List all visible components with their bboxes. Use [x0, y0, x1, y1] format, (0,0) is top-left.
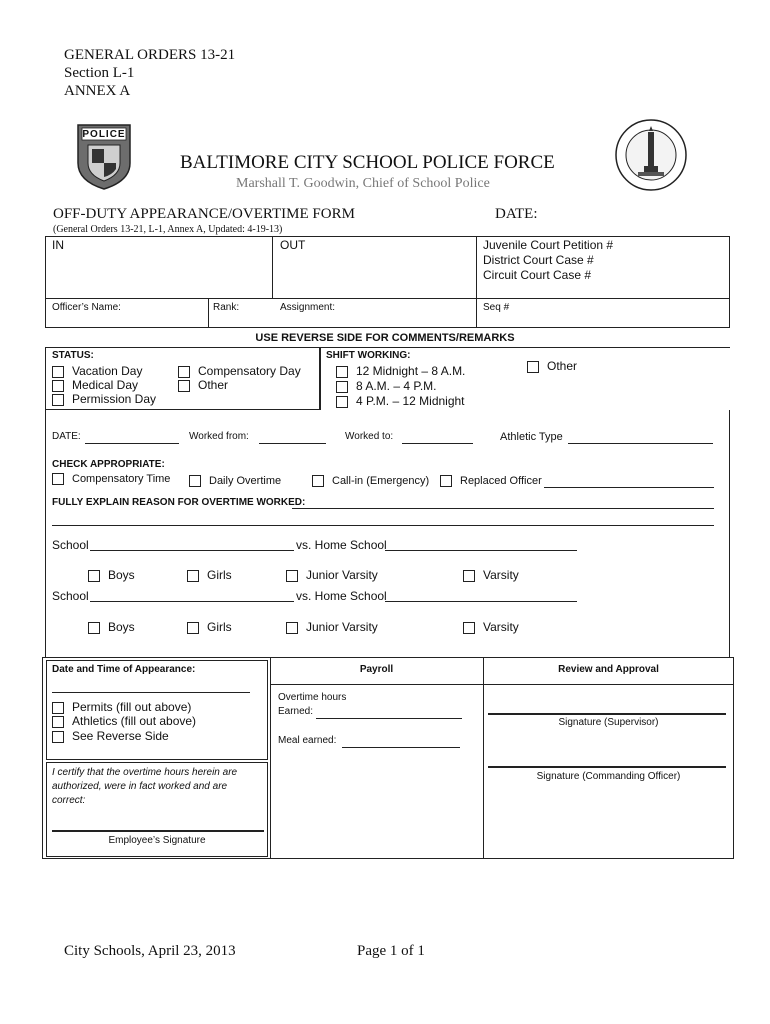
status-medical-day[interactable]: Medical Day — [52, 378, 138, 392]
commanding-officer-signature-line[interactable] — [488, 766, 726, 768]
earned-label: Earned: — [278, 706, 314, 717]
section-line: Section L-1 — [64, 65, 135, 81]
boys-option-1[interactable]: Boys — [88, 568, 135, 582]
check-call-in[interactable]: Call-in (Emergency) — [312, 475, 429, 487]
home-school-label-2: vs. Home School — [296, 589, 387, 603]
status-label: STATUS: — [52, 350, 94, 361]
date-header-label: DATE: — [495, 206, 538, 222]
officer-name-label: Officer’s Name: — [52, 302, 121, 313]
varsity-option-2[interactable]: Varsity — [463, 620, 519, 634]
replaced-officer-field[interactable] — [544, 475, 714, 488]
jv-checkbox-1[interactable] — [286, 570, 298, 582]
explain-line-2[interactable] — [52, 525, 714, 526]
annex-line: ANNEX A — [64, 83, 131, 99]
shift-8am-4pm[interactable]: 8 A.M. – 4 P.M. — [336, 379, 436, 393]
permits-option[interactable]: Permits (fill out above) — [52, 700, 191, 714]
city-seal-logo — [614, 118, 688, 197]
girls-checkbox-2[interactable] — [187, 622, 199, 634]
girls-checkbox-1[interactable] — [187, 570, 199, 582]
certify-statement: I certify that the overtime hours herein are authorized, were in fact worked and are correct: — [52, 767, 238, 806]
explain-line-1[interactable] — [292, 508, 714, 509]
organization-title: BALTIMORE CITY SCHOOL POLICE FORCE — [180, 152, 555, 173]
check-appropriate-label: CHECK APPROPRIATE: — [52, 459, 165, 470]
employee-signature-line[interactable] — [52, 830, 264, 832]
explain-reason-label: FULLY EXPLAIN REASON FOR OVERTIME WORKED: — [52, 497, 306, 508]
boys-checkbox-2[interactable] — [88, 622, 100, 634]
footer-page-number: Page 1 of 1 — [357, 943, 425, 959]
footer-date: City Schools, April 23, 2013 — [64, 943, 236, 959]
jv-option-1[interactable]: Junior Varsity — [286, 568, 378, 582]
badge-text: POLICE — [82, 129, 126, 140]
status-other-checkbox[interactable] — [178, 380, 190, 392]
boys-checkbox-1[interactable] — [88, 570, 100, 582]
daily-overtime-checkbox[interactable] — [189, 475, 201, 487]
overtime-details-section — [45, 410, 730, 658]
police-badge-logo — [76, 123, 132, 191]
athletics-option[interactable]: Athletics (fill out above) — [52, 714, 196, 728]
employee-signature-label: Employee’s Signature — [108, 835, 206, 846]
circuit-court-label: Circuit Court Case # — [483, 268, 592, 282]
shift-midnight-8am[interactable]: 12 Midnight – 8 A.M. — [336, 364, 465, 378]
shift-other[interactable]: Other — [527, 359, 577, 373]
check-replaced-officer[interactable]: Replaced Officer — [440, 475, 542, 487]
shift-working-label: SHIFT WORKING: — [326, 350, 411, 361]
status-other[interactable]: Other — [178, 378, 228, 392]
date-time-field[interactable] — [52, 692, 250, 693]
supervisor-signature-line[interactable] — [488, 713, 726, 715]
permission-day-checkbox[interactable] — [52, 394, 64, 406]
form-title: OFF-DUTY APPEARANCE/OVERTIME FORM — [53, 206, 355, 222]
top-info-table — [45, 236, 730, 328]
rank-label: Rank: — [213, 302, 240, 313]
home-school-label-1: vs. Home School — [296, 538, 387, 552]
boys-option-2[interactable]: Boys — [88, 620, 135, 634]
status-permission-day[interactable]: Permission Day — [52, 392, 156, 406]
date-row — [52, 431, 722, 447]
seq-label: Seq # — [483, 302, 510, 313]
compensatory-time-checkbox[interactable] — [52, 473, 64, 485]
out-label: OUT — [280, 238, 306, 252]
jv-option-2[interactable]: Junior Varsity — [286, 620, 378, 634]
worked-to-label: Worked to: — [345, 431, 394, 442]
shift-8am-4pm-checkbox[interactable] — [336, 381, 348, 393]
worked-from-field[interactable] — [259, 431, 326, 444]
worked-from-label: Worked from: — [189, 431, 249, 442]
vacation-day-checkbox[interactable] — [52, 366, 64, 378]
payroll-heading: Payroll — [359, 664, 394, 675]
home-school-field-2[interactable] — [385, 589, 577, 602]
school-field-2[interactable] — [90, 589, 294, 602]
replaced-officer-checkbox[interactable] — [440, 475, 452, 487]
school-field-1[interactable] — [90, 538, 294, 551]
school-label-1: School — [52, 538, 89, 552]
date-field-label: DATE: — [52, 431, 81, 442]
reverse-side-note: USE REVERSE SIDE FOR COMMENTS/REMARKS — [255, 332, 515, 344]
varsity-checkbox-2[interactable] — [463, 622, 475, 634]
general-orders-line: GENERAL ORDERS 13-21 — [64, 47, 236, 63]
check-compensatory-time[interactable]: Compensatory Time — [52, 473, 170, 485]
girls-option-2[interactable]: Girls — [187, 620, 232, 634]
supervisor-signature-label: Signature (Supervisor) — [558, 717, 659, 728]
athletics-checkbox[interactable] — [52, 716, 64, 728]
review-approval-heading: Review and Approval — [558, 664, 659, 675]
athletic-type-label: Athletic Type — [500, 431, 563, 443]
worked-to-field[interactable] — [402, 431, 473, 444]
see-reverse-option[interactable]: See Reverse Side — [52, 729, 169, 743]
in-label: IN — [52, 238, 64, 252]
permits-checkbox[interactable] — [52, 702, 64, 714]
juvenile-court-label: Juvenile Court Petition # — [483, 238, 614, 252]
meal-earned-label: Meal earned: — [278, 735, 337, 746]
date-field[interactable] — [85, 431, 179, 444]
shift-midnight-8am-checkbox[interactable] — [336, 366, 348, 378]
check-daily-overtime[interactable]: Daily Overtime — [189, 475, 281, 487]
form-subtitle: (General Orders 13-21, L-1, Annex A, Updated: 4-19-13) — [53, 224, 283, 235]
athletic-type-field[interactable] — [568, 431, 713, 444]
medical-day-checkbox[interactable] — [52, 380, 64, 392]
status-compensatory-day[interactable]: Compensatory Day — [178, 364, 301, 378]
meal-earned-field[interactable] — [342, 735, 460, 748]
chief-name: Marshall T. Goodwin, Chief of School Police — [236, 176, 490, 191]
jv-checkbox-2[interactable] — [286, 622, 298, 634]
district-court-label: District Court Case # — [483, 253, 594, 267]
compensatory-day-checkbox[interactable] — [178, 366, 190, 378]
document-header — [64, 46, 235, 100]
date-time-label: Date and Time of Appearance: — [52, 664, 196, 675]
shift-other-checkbox[interactable] — [527, 361, 539, 373]
commanding-officer-signature-label: Signature (Commanding Officer) — [536, 771, 681, 782]
shift-4pm-midnight[interactable]: 4 P.M. – 12 Midnight — [336, 394, 465, 408]
varsity-option-1[interactable]: Varsity — [463, 568, 519, 582]
varsity-checkbox-1[interactable] — [463, 570, 475, 582]
overtime-hours-label: Overtime hours — [278, 692, 347, 703]
status-vacation-day[interactable]: Vacation Day — [52, 364, 142, 378]
home-school-field-1[interactable] — [385, 538, 577, 551]
call-in-checkbox[interactable] — [312, 475, 324, 487]
shift-4pm-midnight-checkbox[interactable] — [336, 396, 348, 408]
see-reverse-checkbox[interactable] — [52, 731, 64, 743]
school-label-2: School — [52, 589, 89, 603]
earned-field[interactable] — [316, 706, 462, 719]
girls-option-1[interactable]: Girls — [187, 568, 232, 582]
assignment-label: Assignment: — [280, 302, 336, 313]
